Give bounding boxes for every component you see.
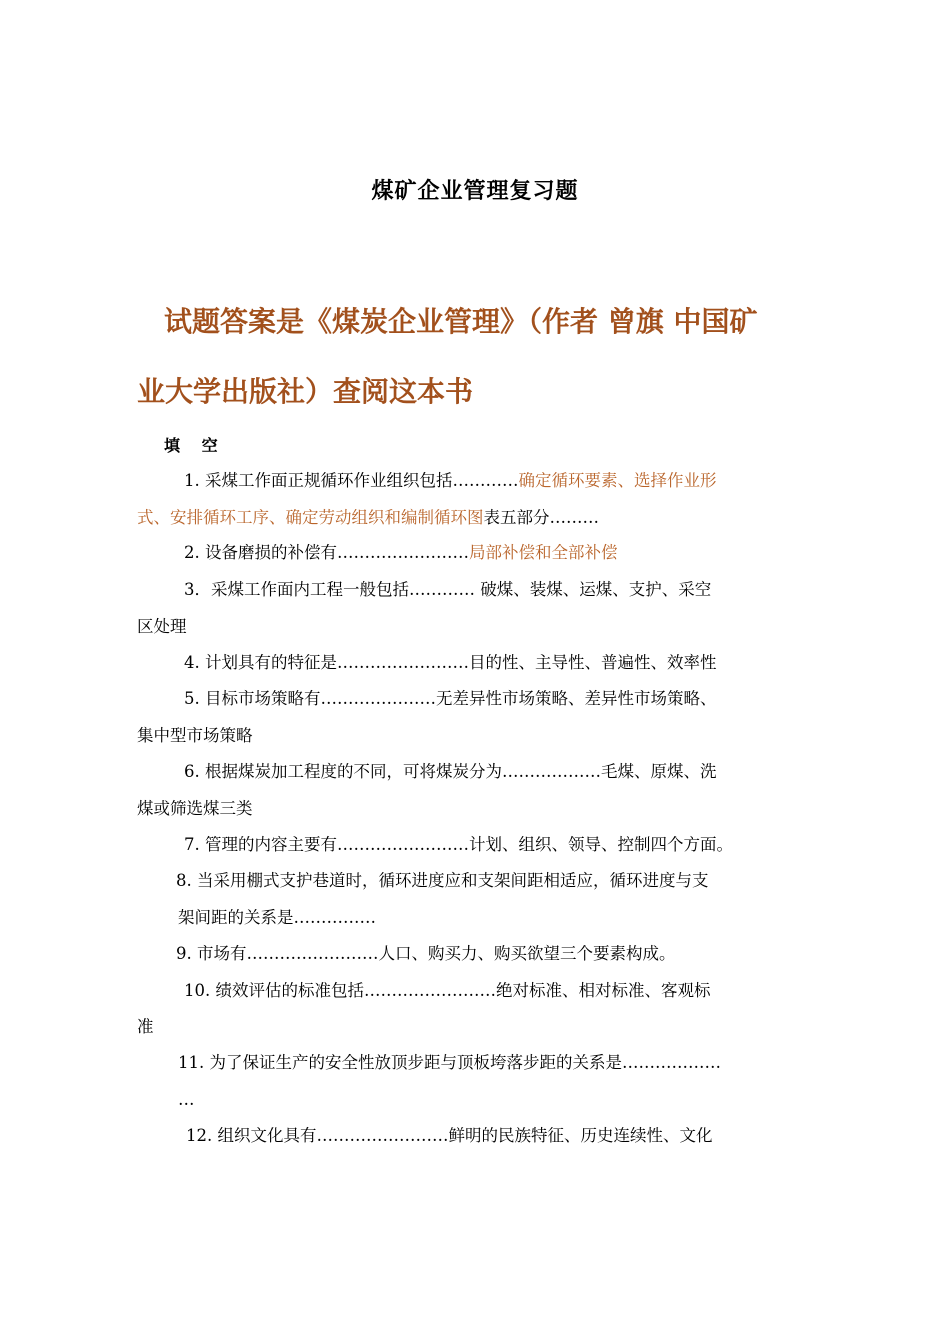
section-heading: 填 空 [164,436,226,455]
list-item-continued: 准 [137,1017,154,1036]
list-item: 10. 绩效评估的标准包括……………………绝对标准、相对标准、客观标 [184,981,711,1000]
list-item: 12. 组织文化具有……………………鲜明的民族特征、历史连续性、文化 [186,1126,713,1145]
list-item-continued: 架间距的关系是…………… [178,908,376,927]
list-item-continued: 集中型市场策略 [137,726,253,745]
subtitle-line-1: 试题答案是《煤炭企业管理》（作者 曾旗 中国矿 [164,305,758,338]
list-item: 4. 计划具有的特征是……………………目的性、主导性、普遍性、效率性 [184,653,717,672]
list-item: 6. 根据煤炭加工程度的不同，可将煤炭分为………………毛煤、原煤、洗 [184,762,717,781]
list-item-continued: 区处理 [137,617,187,636]
list-item-continued: 煤或筛选煤三类 [137,799,253,818]
list-item: 9. 市场有……………………人口、购买力、购买欲望三个要素构成。 [176,944,676,963]
list-item-continued: … [178,1090,195,1109]
list-item-continued: 式、安排循环工序、确定劳动组织和编制循环图表五部分……… [137,508,599,527]
page-title: 煤矿企业管理复习题 [371,179,579,204]
list-item: 1. 采煤工作面正规循环作业组织包括…………确定循环要素、选择作业形 [184,471,717,490]
list-item: 2. 设备磨损的补偿有……………………局部补偿和全部补偿 [184,543,618,562]
list-item: 3．采煤工作面内工程一般包括………… 破煤、装煤、运煤、支护、采空 [184,580,712,599]
list-item: 7. 管理的内容主要有……………………计划、组织、领导、控制四个方面。 [184,835,733,854]
subtitle-line-2: 业大学出版社）查阅这本书 [137,375,474,408]
list-item: 8. 当采用棚式支护巷道时，循环进度应和支架间距相适应，循环进度与支 [176,871,709,890]
list-item: 5. 目标市场策略有…………………无差异性市场策略、差异性市场策略、 [184,689,717,708]
list-item: 11. 为了保证生产的安全性放顶步距与顶板垮落步距的关系是……………… [178,1053,721,1072]
